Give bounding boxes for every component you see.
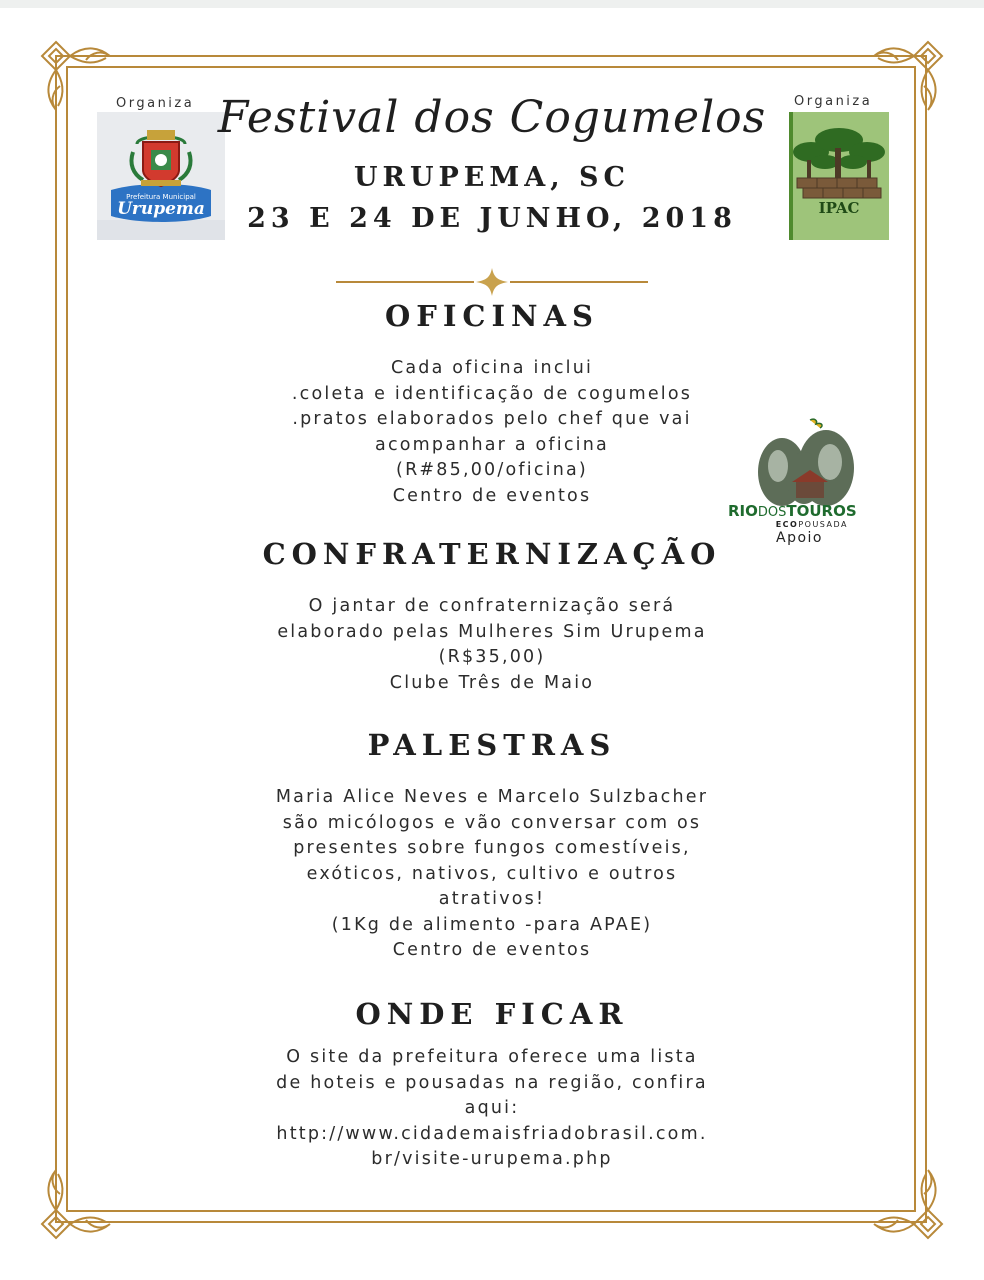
body-line: presentes sobre fungos comestíveis, [293, 838, 691, 858]
section-heading-onde-ficar: ONDE FICAR [355, 997, 629, 1031]
body-line: são micólogos e vão conversar com os [282, 812, 702, 833]
body-line: .pratos elaborados pelo chef que vai [292, 409, 692, 429]
section-body-confraternizacao [180, 594, 804, 696]
body-line: Maria Alice Neves e Marcelo Sulzbacher [275, 787, 709, 807]
body-line: (1Kg de alimento -para APAE) [331, 914, 653, 935]
urupema-logo-text: Urupema [117, 199, 205, 219]
top-strip [0, 0, 984, 8]
corner-ornament-top-right [868, 36, 948, 116]
website-url-line: br/visite-urupema.php [371, 1149, 613, 1169]
body-line: aqui: [464, 1098, 520, 1118]
body-line: O site da prefeitura oferece uma lista [286, 1047, 698, 1067]
corner-ornament-bottom-right [868, 1164, 948, 1244]
body-line: Cada oficina inclui [390, 358, 594, 378]
festival-date: 23 E 24 DE JUNHO, 2018 [247, 203, 737, 234]
body-line: .coleta e identificação de cogumelos [291, 383, 693, 404]
body-line: Centro de eventos [392, 485, 592, 506]
ipac-logo-text: IPAC [818, 199, 860, 217]
svg-text:ECOPOUSADA [776, 520, 848, 529]
body-line: (R#85,00/oficina) [396, 460, 588, 480]
body-line: atrativos! [438, 889, 546, 909]
eco-text: ECO [775, 520, 799, 529]
support-label: Apoio [776, 530, 823, 546]
ipac-logo [789, 112, 889, 240]
rio-dos-touros-text-b: DOS [757, 505, 787, 520]
body-line: Clube Três de Maio [389, 672, 595, 693]
section-heading-confraternizacao: CONFRATERNIZAÇÃO [262, 537, 722, 571]
website-url-line: http://www.cidademaisfriadobrasil.com. [276, 1123, 708, 1144]
section-heading-palestras: PALESTRAS [367, 728, 617, 762]
organizer-label-right: Organiza [794, 94, 873, 109]
section-body-palestras [180, 785, 804, 964]
body-line: elaborado pelas Mulheres Sim Urupema [277, 621, 707, 642]
corner-ornament-top-left [36, 36, 116, 116]
section-heading-oficinas: OFICINAS [384, 299, 599, 333]
section-body-oficinas [180, 356, 804, 509]
body-line: Centro de eventos [392, 940, 592, 960]
organizer-label-left: Organiza [116, 96, 195, 111]
body-line: O jantar de confraternização será [308, 596, 676, 616]
urupema-logo-subtext: Prefeitura Municipal [126, 193, 196, 201]
section-body-onde-ficar [180, 1045, 804, 1173]
divider-ornament [336, 266, 648, 298]
rio-dos-touros-text-a: RIO [728, 502, 758, 520]
pousada-text: POUSADA [798, 520, 848, 529]
body-line: de hoteis e pousadas na região, confira [276, 1072, 708, 1093]
body-line: (R$35,00) [438, 647, 546, 667]
corner-ornament-bottom-left [36, 1164, 116, 1244]
festival-title: Festival dos Cogumelos [217, 92, 767, 143]
festival-city: URUPEMA, SC [353, 162, 631, 193]
rio-dos-touros-text-c: TOUROS [786, 502, 857, 520]
body-line: acompanhar a oficina [375, 434, 609, 455]
body-line: exóticos, nativos, cultivo e outros [306, 863, 678, 884]
